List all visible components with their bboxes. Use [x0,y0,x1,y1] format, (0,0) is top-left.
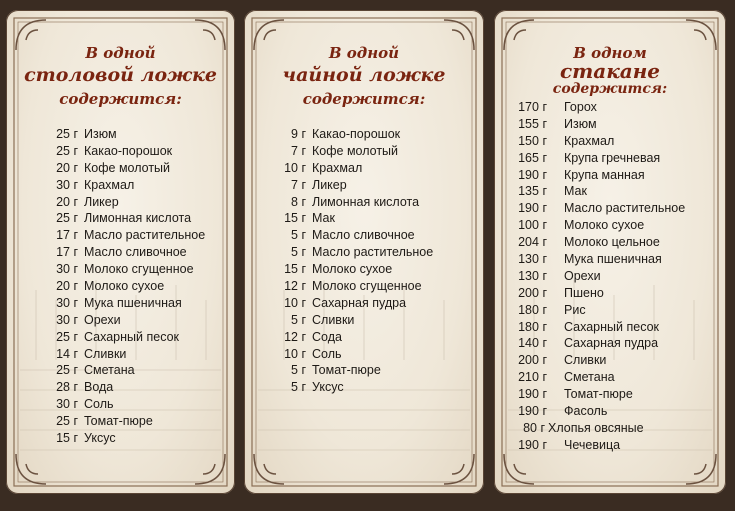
list-item [494,251,726,268]
measure-list [244,126,484,396]
item-quantity: 10 г [284,346,306,361]
list-item [244,244,484,261]
item-name: Уксус [312,380,344,395]
item-name: Орехи [564,268,601,283]
item-name: Сахарная пудра [564,336,659,351]
list-item [6,396,235,413]
list-item [244,160,484,177]
list-item [6,430,235,447]
list-item [6,160,235,177]
item-quantity: 20 г [56,160,78,175]
item-quantity: 30 г [56,312,78,327]
item-quantity: 180 г [518,302,547,317]
item-name: Хлопья овсяные [548,420,644,435]
list-item [494,183,726,200]
item-quantity: 140 г [518,336,547,351]
item-quantity: 210 г [518,370,547,385]
item-name: Какао-порошок [84,143,173,158]
item-name: Сливки [312,312,355,327]
list-item [494,420,726,437]
item-quantity: 30 г [56,177,78,192]
item-quantity: 15 г [284,211,306,226]
item-name: Молоко сухое [84,279,165,294]
item-quantity: 12 г [284,329,306,344]
item-quantity: 7 г [291,143,306,158]
item-quantity: 25 г [56,143,78,158]
item-name: Молоко сухое [312,262,393,277]
item-quantity: 25 г [56,363,78,378]
item-name: Крупа манная [564,167,645,182]
item-quantity: 80 г [523,420,545,435]
item-name: Какао-порошок [312,127,401,141]
item-name: Крахмал [564,133,615,148]
list-item [494,437,726,454]
list-item [6,244,235,261]
list-item [244,194,484,211]
item-quantity: 130 г [518,268,547,283]
list-item [6,362,235,379]
item-name: Молоко цельное [564,235,660,250]
item-name: Пшено [564,285,604,300]
item-quantity: 12 г [284,279,306,294]
item-quantity: 17 г [56,245,78,260]
list-item [494,369,726,386]
card-teaspoon [244,10,484,494]
card-title-line1: В одном [573,44,647,62]
item-name: Горох [564,100,597,114]
card-tablespoon [6,10,235,494]
card-title-line1: В одной [85,44,156,62]
list-item [6,210,235,227]
item-quantity: 25 г [56,127,78,141]
list-item [494,386,726,403]
item-name: Сахарный песок [564,319,660,334]
item-quantity: 5 г [291,380,306,395]
list-item [6,126,235,143]
item-quantity: 190 г [518,404,547,419]
item-quantity: 25 г [56,329,78,344]
item-name: Кофе молотый [84,160,171,175]
item-name: Ликер [84,194,119,209]
list-item [494,335,726,352]
item-name: Кофе молотый [312,143,399,158]
item-quantity: 130 г [518,252,547,267]
list-item [494,268,726,285]
item-quantity: 190 г [518,167,547,182]
list-item [494,167,726,184]
card-title-line2: чайной ложке [282,64,446,86]
item-quantity: 200 г [518,285,547,300]
list-item [494,352,726,369]
list-item [244,261,484,278]
item-name: Орехи [84,312,121,327]
list-item [244,312,484,329]
measure-list [6,126,235,447]
item-name: Сливки [564,353,607,368]
item-quantity: 9 г [291,127,306,141]
item-name: Мука пшеничная [84,295,182,310]
item-quantity: 190 г [518,201,547,216]
item-quantity: 100 г [518,218,547,233]
item-quantity: 25 г [56,414,78,429]
item-quantity: 204 г [518,235,547,250]
list-item [6,346,235,363]
item-name: Соль [84,397,114,412]
item-name: Масло сливочное [84,245,187,260]
list-item [494,99,726,116]
list-item [6,329,235,346]
list-item [494,133,726,150]
list-item [494,150,726,167]
item-quantity: 10 г [284,295,306,310]
item-quantity: 20 г [56,279,78,294]
item-quantity: 15 г [56,431,78,446]
item-name: Масло сливочное [312,228,415,243]
list-item [244,177,484,194]
item-quantity: 30 г [56,295,78,310]
card-title-line3: содержится: [552,81,668,97]
list-item [244,379,484,396]
list-item [6,261,235,278]
item-name: Фасоль [564,404,608,419]
list-item [6,177,235,194]
card-glass [494,10,726,494]
item-quantity: 180 г [518,319,547,334]
item-name: Молоко сгущенное [84,262,194,277]
list-item [494,116,726,133]
item-quantity: 155 г [518,116,547,131]
card-title-line2: столовой ложке [24,64,217,86]
item-name: Томат-пюре [312,363,381,378]
item-name: Сметана [564,370,615,385]
item-quantity: 5 г [291,363,306,378]
list-item [6,143,235,160]
card-title-line3: содержится: [59,90,182,108]
list-item [6,312,235,329]
item-name: Изюм [564,116,597,131]
card-title-line3: содержится: [302,90,426,108]
list-item [494,319,726,336]
item-name: Томат-пюре [84,414,153,429]
item-quantity: 200 г [518,353,547,368]
list-item [494,200,726,217]
item-name: Молоко сгущенное [312,279,422,294]
item-name: Лимонная кислота [84,211,192,226]
list-item [494,302,726,319]
item-name: Томат-пюре [564,387,633,402]
card-title-line2: стакане [559,59,661,83]
item-name: Молоко сухое [564,218,645,233]
item-name: Крупа гречневая [564,150,661,165]
item-quantity: 28 г [56,380,78,395]
list-item [6,295,235,312]
item-name: Чечевица [564,437,621,452]
item-quantity: 165 г [518,150,547,165]
item-name: Масло растительное [84,228,206,243]
item-name: Лимонная кислота [312,194,420,209]
list-item [494,285,726,302]
list-item [494,403,726,420]
list-item [244,143,484,160]
card-title-line1: В одной [328,44,400,62]
item-quantity: 30 г [56,262,78,277]
item-name: Мак [312,211,335,226]
item-quantity: 190 г [518,437,547,452]
list-item [244,295,484,312]
list-item [6,227,235,244]
item-quantity: 10 г [284,160,306,175]
item-name: Мак [564,184,587,199]
item-name: Изюм [84,127,117,141]
item-name: Уксус [84,431,116,446]
item-quantity: 30 г [56,397,78,412]
item-quantity: 8 г [291,194,306,209]
item-quantity: 135 г [518,184,547,199]
item-quantity: 25 г [56,211,78,226]
list-item [6,278,235,295]
item-name: Ликер [312,177,347,192]
item-name: Сметана [84,363,135,378]
list-item [6,379,235,396]
item-name: Вода [84,380,114,395]
item-quantity: 7 г [291,177,306,192]
list-item [494,217,726,234]
item-quantity: 20 г [56,194,78,209]
measure-list [494,99,726,454]
item-quantity: 15 г [284,262,306,277]
list-item [6,413,235,430]
item-quantity: 17 г [56,228,78,243]
item-quantity: 5 г [291,245,306,260]
item-quantity: 170 г [518,100,547,114]
item-name: Крахмал [84,177,135,192]
list-item [244,278,484,295]
list-item [244,329,484,346]
item-name: Рис [564,302,586,317]
list-item [6,194,235,211]
list-item [244,227,484,244]
item-name: Сахарная пудра [312,295,407,310]
item-quantity: 150 г [518,133,547,148]
item-name: Сливки [84,346,127,361]
item-quantity: 14 г [56,346,78,361]
item-name: Крахмал [312,160,363,175]
item-name: Соль [312,346,342,361]
item-name: Масло растительное [564,201,686,216]
item-quantity: 5 г [291,228,306,243]
item-name: Сода [312,329,342,344]
list-item [244,362,484,379]
item-name: Масло растительное [312,245,434,260]
item-name: Сахарный песок [84,329,180,344]
item-name: Мука пшеничная [564,252,662,267]
list-item [244,126,484,143]
list-item [244,346,484,363]
item-quantity: 190 г [518,387,547,402]
item-quantity: 5 г [291,312,306,327]
list-item [244,210,484,227]
list-item [494,234,726,251]
